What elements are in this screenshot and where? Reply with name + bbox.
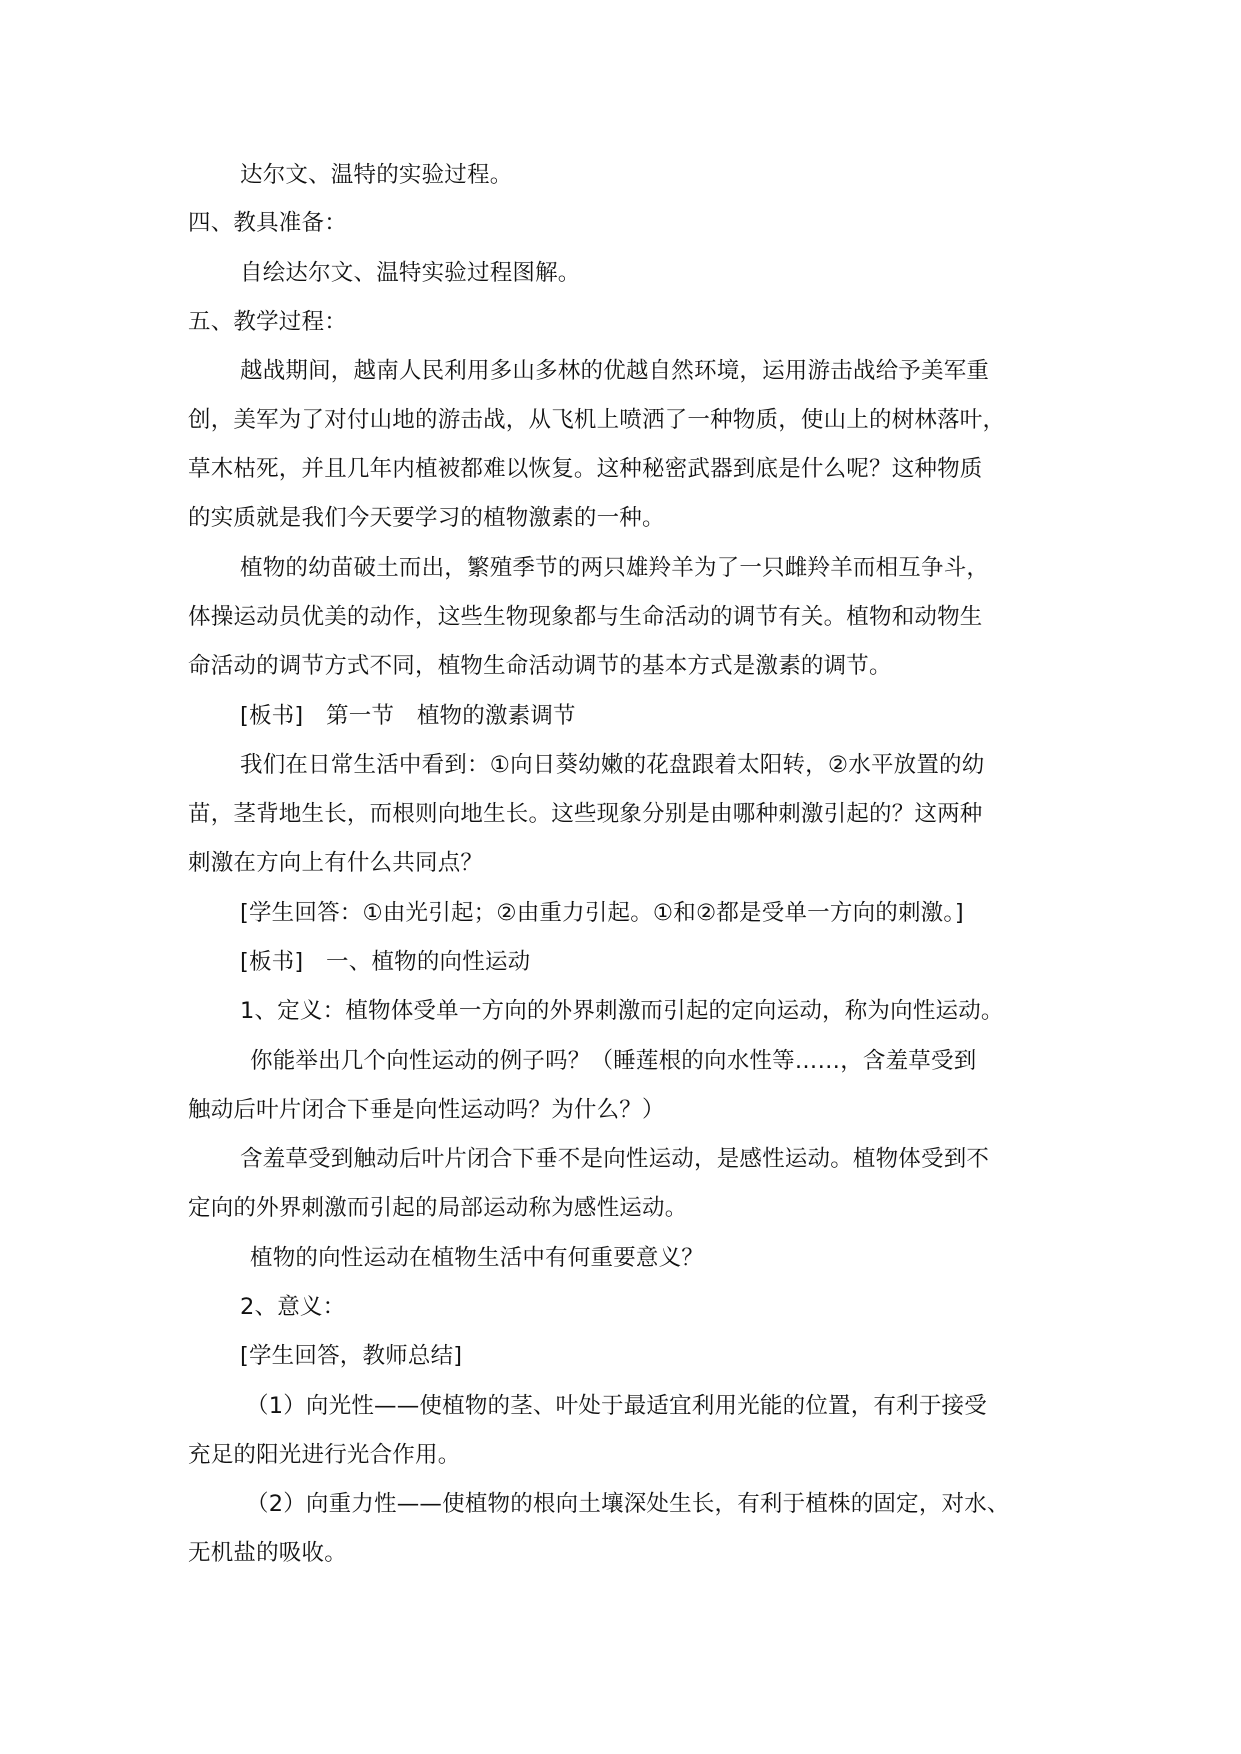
text-line-experiment-process: 达尔文、温特的实验过程。: [240, 162, 513, 188]
blackboard-tropism-heading: [板书] 一、植物的向性运动: [240, 949, 531, 975]
phototropism-line-2: 充足的阳光进行光合作用。: [188, 1442, 461, 1468]
section-heading-teaching-process: 五、教学过程：: [188, 309, 347, 335]
paragraph-examples-line-2: 触动后叶片闭合下垂是向性运动吗？为什么？）: [188, 1097, 665, 1123]
blackboard-section-title: [板书] 第一节 植物的激素调节: [240, 703, 576, 729]
gravitropism-line-1: （2）向重力性——使植物的根向土壤深处生长，有利于植株的固定，对水、: [246, 1491, 1010, 1517]
paragraph-vietnam-line-3: 草木枯死，并且几年内植被都难以恢复。这种秘密武器到底是什么呢？这种物质: [188, 456, 983, 482]
paragraph-mimosa-line-2: 定向的外界刺激而引起的局部运动称为感性运动。: [188, 1195, 688, 1221]
student-answer-teacher-summary: [学生回答，教师总结]: [240, 1343, 463, 1369]
paragraph-seedling-line-1: 植物的幼苗破土而出，繁殖季节的两只雄羚羊为了一只雌羚羊而相互争斗，: [240, 555, 990, 581]
paragraph-daily-life-line-2: 苗，茎背地生长，而根则向地生长。这些现象分别是由哪种刺激引起的？这两种: [188, 801, 983, 827]
gravitropism-line-2: 无机盐的吸收。: [188, 1540, 347, 1566]
paragraph-vietnam-line-4: 的实质就是我们今天要学习的植物激素的一种。: [188, 505, 665, 531]
paragraph-vietnam-line-2: 创，美军为了对付山地的游击战，从飞机上喷洒了一种物质，使山上的树林落叶，: [188, 407, 1006, 433]
paragraph-daily-life-line-1: 我们在日常生活中看到：①向日葵幼嫩的花盘跟着太阳转，②水平放置的幼: [240, 752, 985, 778]
significance-heading: 2、意义：: [240, 1294, 346, 1320]
paragraph-seedling-line-2: 体操运动员优美的动作，这些生物现象都与生命活动的调节有关。植物和动物生: [188, 604, 983, 630]
section-heading-teaching-aids: 四、教具准备：: [188, 210, 347, 236]
question-significance: 植物的向性运动在植物生活中有何重要意义？: [250, 1245, 705, 1271]
student-answer-stimulus: [学生回答：①由光引起；②由重力引起。①和②都是受单一方向的刺激。]: [240, 900, 964, 926]
text-line-teaching-aids: 自绘达尔文、温特实验过程图解。: [240, 260, 581, 286]
phototropism-line-1: （1）向光性——使植物的茎、叶处于最适宜利用光能的位置，有利于接受: [246, 1393, 987, 1419]
paragraph-mimosa-line-1: 含羞草受到触动后叶片闭合下垂不是向性运动，是感性运动。植物体受到不: [240, 1146, 990, 1172]
paragraph-vietnam-line-1: 越战期间，越南人民利用多山多林的优越自然环境，运用游击战给予美军重: [240, 358, 990, 384]
paragraph-seedling-line-3: 命活动的调节方式不同，植物生命活动调节的基本方式是激素的调节。: [188, 653, 892, 679]
paragraph-examples-line-1: 你能举出几个向性运动的例子吗？（睡莲根的向水性等……，含羞草受到: [250, 1048, 977, 1074]
paragraph-daily-life-line-3: 刺激在方向上有什么共同点？: [188, 850, 484, 876]
tropism-definition: 1、定义：植物体受单一方向的外界刺激而引起的定向运动，称为向性运动。: [240, 998, 1004, 1024]
